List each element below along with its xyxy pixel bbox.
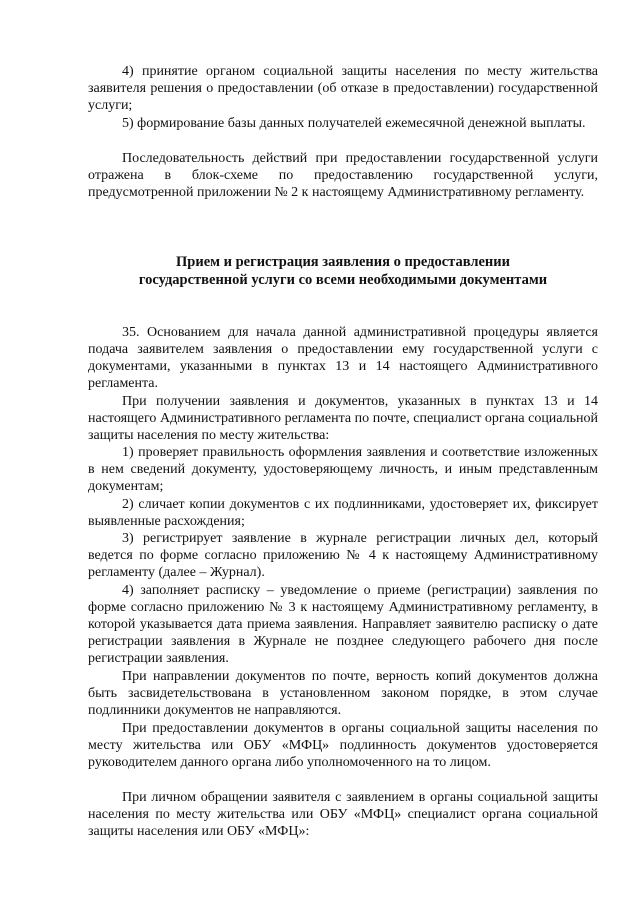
paragraph-item-4: 4) принятие органом социальной защиты населения по месту жительства заявителя решения о предоставлении (об отказе в предоставлении) государственной услуги;: [88, 64, 598, 113]
paragraph-personal-visit: При личном обращении заявителя с заявлением в органы социальной защиты населения по месту жительства или ОБУ «МФЦ» специалист органа социальной защиты населения или ОБУ «МФЦ»:: [88, 790, 598, 839]
section-title-line-1: Прием и регистрация заявления о предоставлении: [176, 254, 510, 270]
section-title-line-2: государственной услуги со всеми необходимыми документами: [138, 272, 548, 288]
paragraph-step-4: 4) заполняет расписку – уведомление о приеме (регистрации) заявления по форме согласно приложению № 3 к настоящему Административному регламенту, в которой указывается дата приема заявления. Направляет заявителю расписку о дате регистрации заявления в Журнале не позднее следующего рабочего дня после регистрации заявления.: [88, 583, 598, 666]
paragraph-step-3: 3) регистрирует заявление в журнале регистрации личных дел, который ведется по форме согласно приложению № 4 к настоящему Административному регламенту (далее – Журнал).: [88, 531, 598, 580]
paragraph-item-5: 5) формирование базы данных получателей ежемесячной денежной выплаты.: [122, 116, 586, 131]
paragraph-step-1: 1) проверяет правильность оформления заявления и соответствие изложенных в нем сведений документу, удостоверяющему личность, и иным представленным документам;: [88, 445, 598, 494]
paragraph-mail-copies: При направлении документов по почте, верность копий документов должна быть засвидетельствована в установленном законом порядке, в этом случае подлинники документов не направляются.: [88, 669, 598, 718]
paragraph-mail-receipt: При получении заявления и документов, указанных в пунктах 13 и 14 настоящего Административного регламента по почте, специалист органа социальной защиты населения по месту жительства:: [88, 394, 598, 443]
paragraph-35: 35. Основанием для начала данной административной процедуры является подача заявителем заявления о предоставлении ему государственной услуги с документами, указанными в пунктах 13 и 14 настоящего Административного регламента.: [88, 325, 598, 391]
paragraph-step-2: 2) сличает копии документов с их подлинниками, удостоверяет их, фиксирует выявленные расхождения;: [88, 497, 598, 529]
paragraph-authenticity: При предоставлении документов в органы социальной защиты населения по месту жительства или ОБУ «МФЦ» подлинность документов удостоверяется руководителем данного органа либо уполномоченного на то лицом.: [88, 721, 598, 770]
paragraph-sequence: Последовательность действий при предоставлении государственной услуги отражена в блок-схеме по предоставлению государственной услуги, предусмотренной приложении № 2 к настоящему Административному регламенту.: [88, 151, 598, 200]
